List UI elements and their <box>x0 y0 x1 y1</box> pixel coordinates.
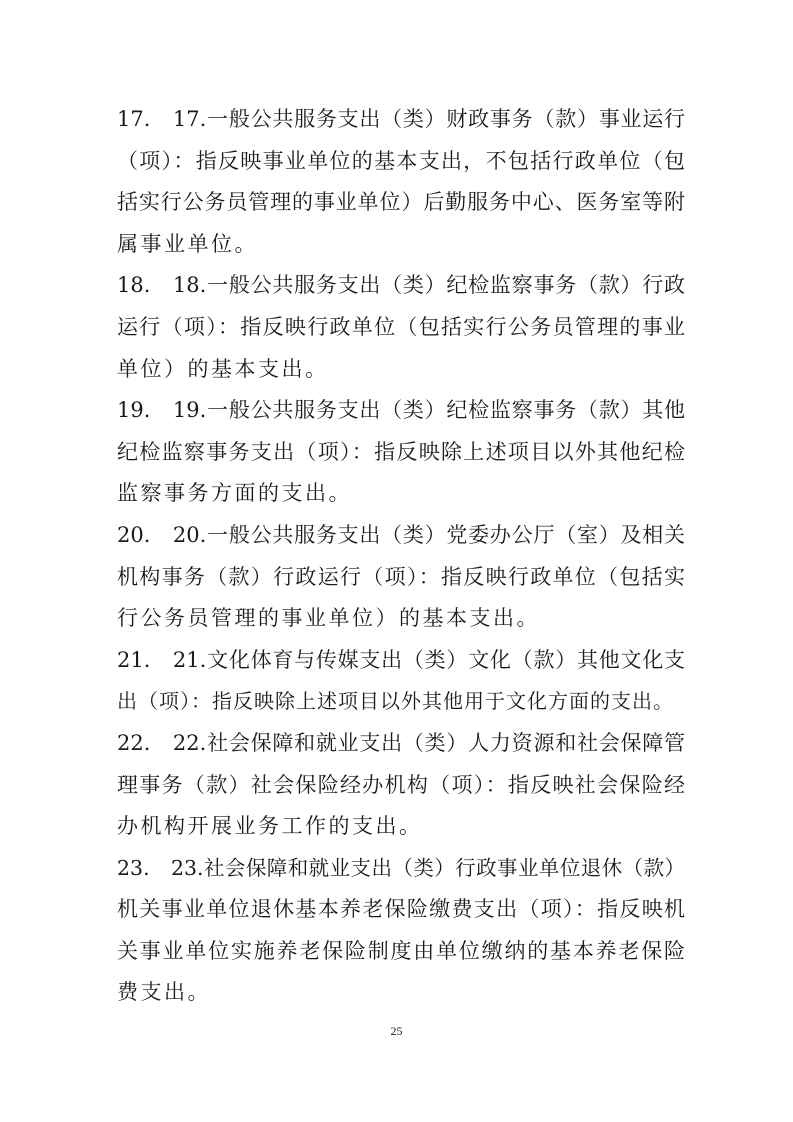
definition-item <box>117 723 685 848</box>
text-line: 23. 23.社会保障和就业支出（类）行政事业单位退休（款） <box>117 855 685 880</box>
text-line: （项）：指反映事业单位的基本支出，不包括行政单位（包 <box>117 148 685 173</box>
text-line: 17. 17.一般公共服务支出（类）财政事务（款）事业运行 <box>117 107 685 131</box>
text-line: 费支出。 <box>117 980 211 1005</box>
text-line: 行公务员管理的事业单位）的基本支出。 <box>117 606 540 631</box>
text-line: 19. 19.一般公共服务支出（类）纪检监察事务（款）其他 <box>117 398 685 423</box>
document-body <box>117 99 685 1014</box>
text-line: 20. 20.一般公共服务支出（类）党委办公厅（室）及相关 <box>117 522 685 547</box>
text-line: 纪检监察事务支出（项）：指反映除上述项目以外其他纪检 <box>117 439 685 464</box>
text-line: 括实行公务员管理的事业单位）后勤服务中心、医务室等附 <box>117 190 685 215</box>
page-number: 25 <box>390 1024 403 1038</box>
text-line: 办机构开展业务工作的支出。 <box>117 814 423 839</box>
text-line: 监察事务方面的支出。 <box>117 481 352 506</box>
text-line: 18. 18.一般公共服务支出（类）纪检监察事务（款）行政 <box>117 273 685 298</box>
text-line: 机构事务（款）行政运行（项）：指反映行政单位（包括实 <box>117 564 685 589</box>
text-line: 关事业单位实施养老保险制度由单位缴纳的基本养老保险 <box>117 938 685 963</box>
text-line: 21. 21.文化体育与传媒支出（类）文化（款）其他文化支 <box>117 647 685 672</box>
text-line: 单位）的基本支出。 <box>117 356 329 381</box>
definition-item <box>117 848 685 1014</box>
definition-item <box>117 390 685 515</box>
definition-item <box>117 99 685 265</box>
text-line: 机关事业单位退休基本养老保险缴费支出（项）：指反映机 <box>117 897 685 922</box>
definition-item <box>117 265 685 390</box>
text-line: 属事业单位。 <box>117 231 258 256</box>
text-line: 22. 22.社会保障和就业支出（类）人力资源和社会保障管 <box>117 730 685 755</box>
text-line: 理事务（款）社会保险经办机构（项）：指反映社会保险经 <box>117 772 685 797</box>
definition-item <box>117 640 685 723</box>
definition-item <box>117 515 685 640</box>
text-line: 出（项）：指反映除上述项目以外其他用于文化方面的支出。 <box>117 689 674 714</box>
text-line: 运行（项）：指反映行政单位（包括实行公务员管理的事业 <box>117 314 685 339</box>
